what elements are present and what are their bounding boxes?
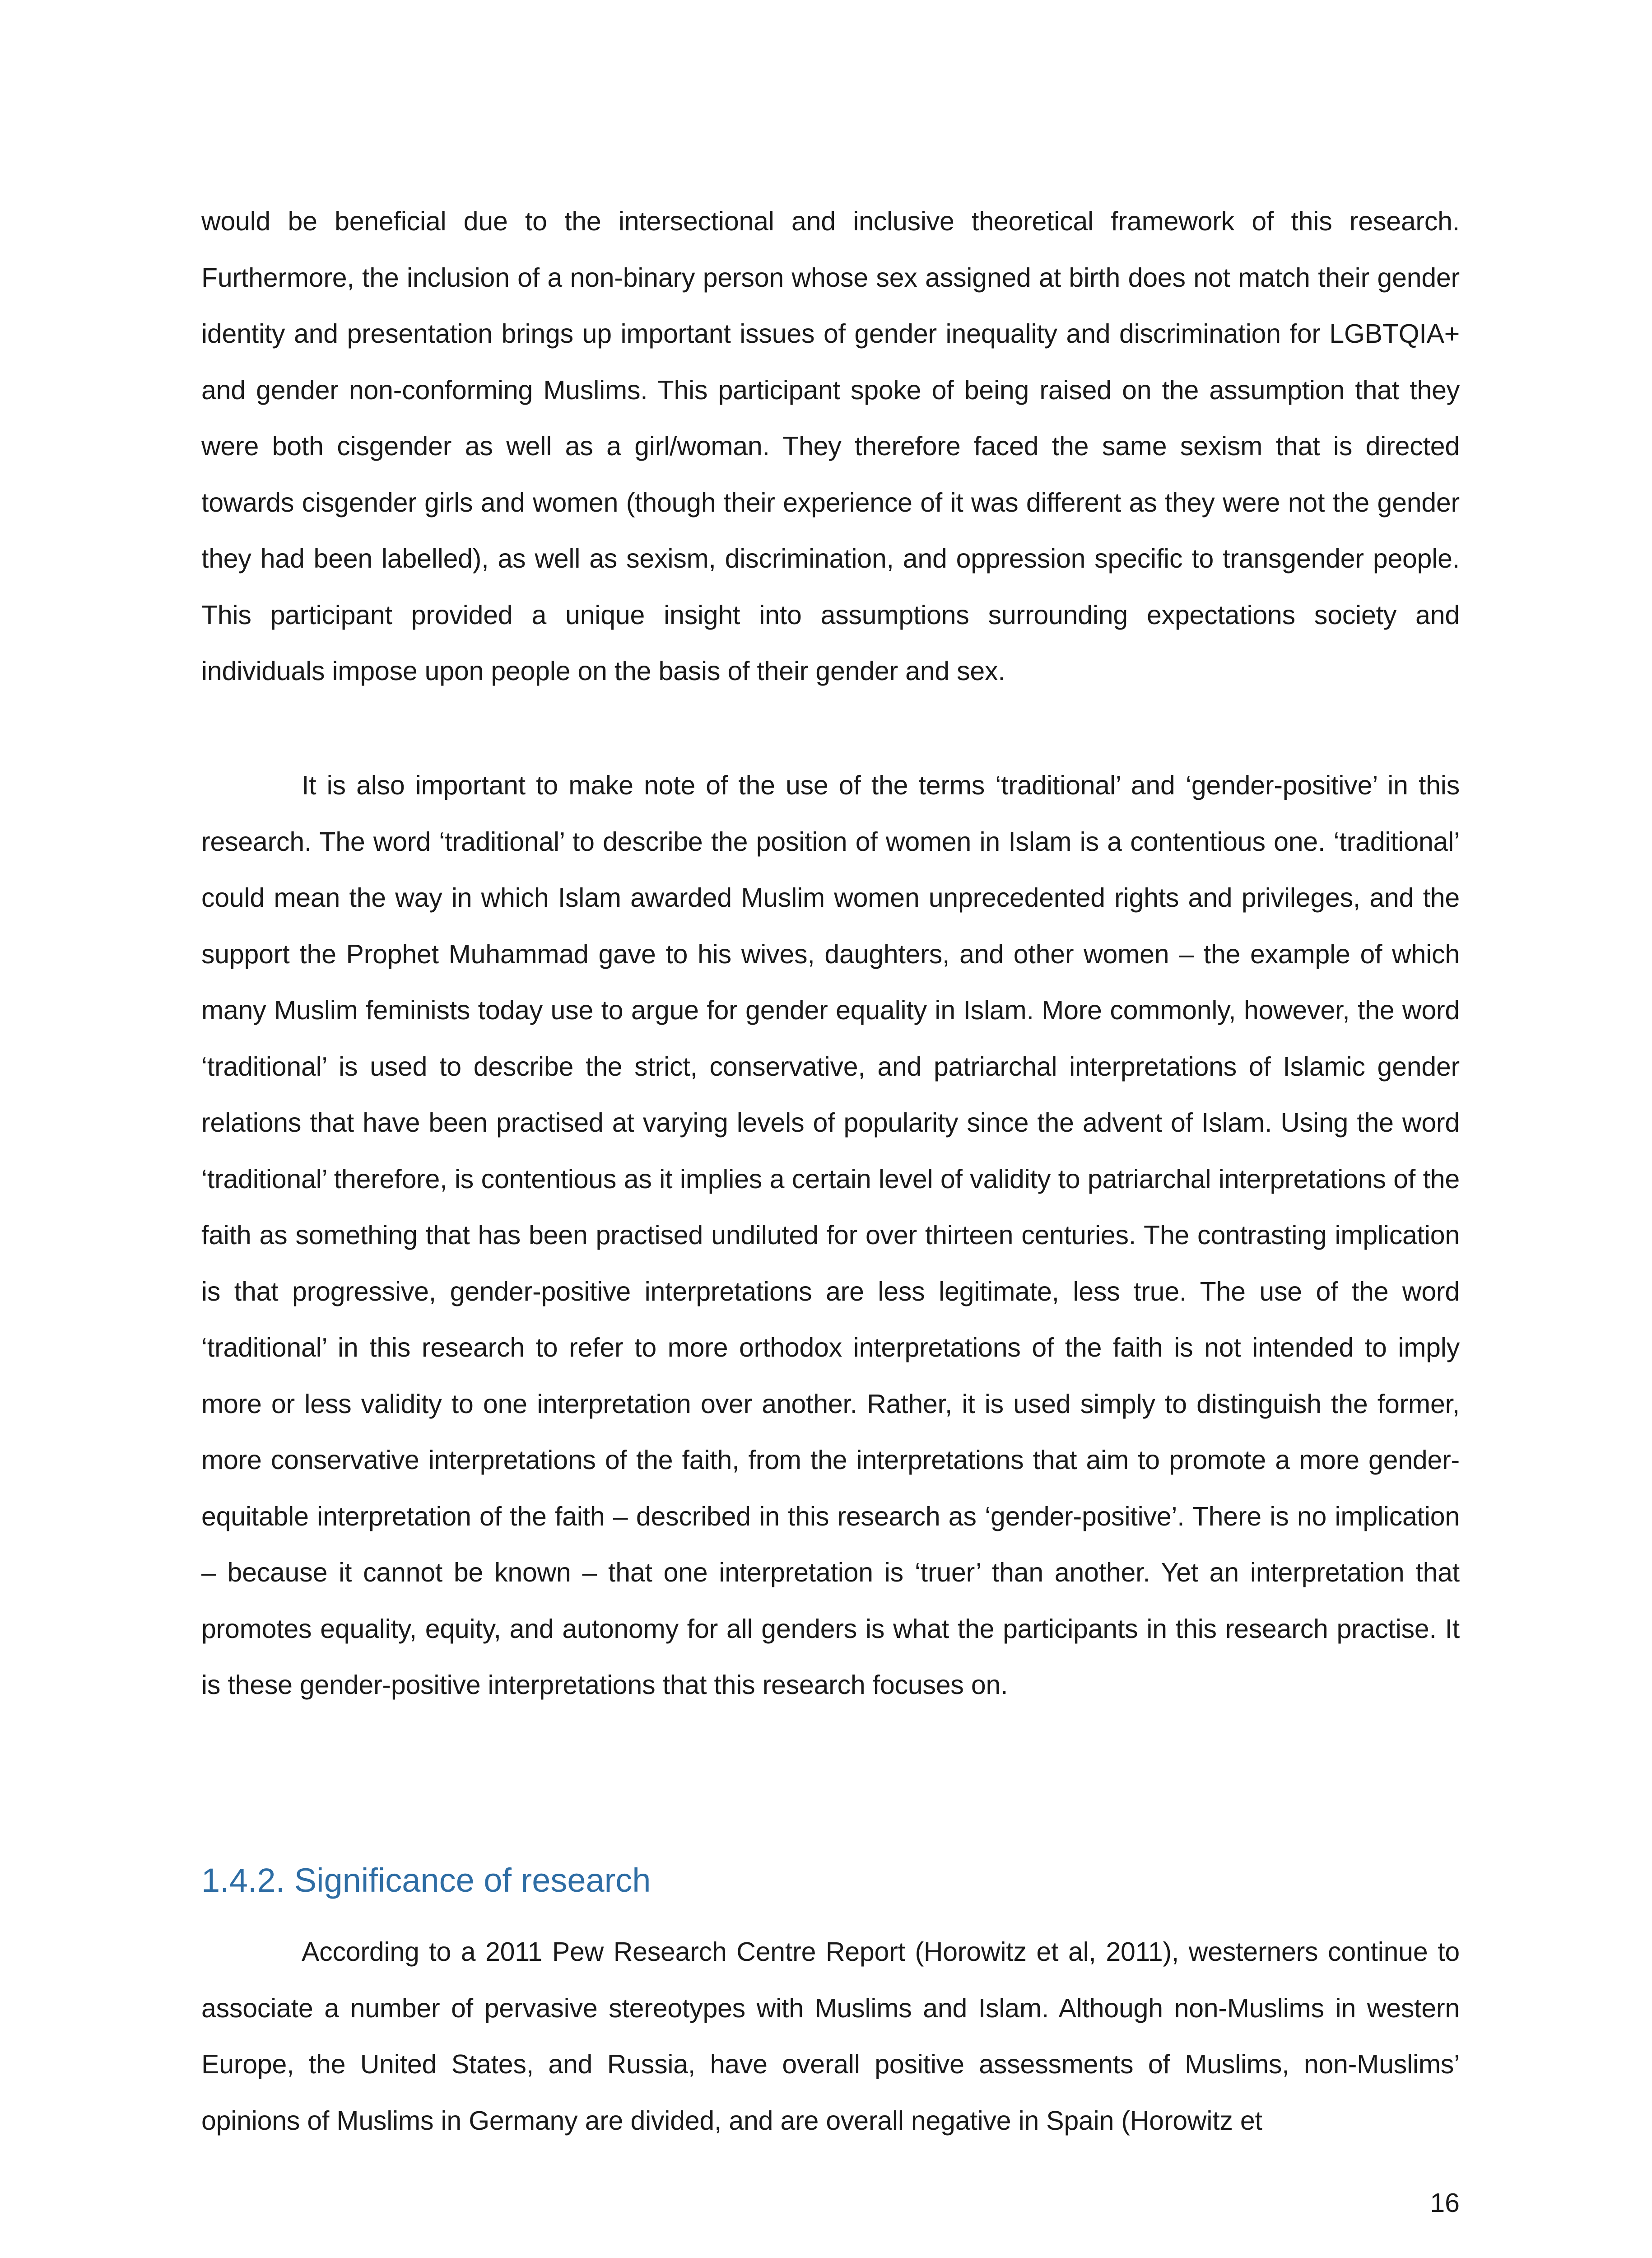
- body-paragraph-terminology: It is also important to make note of the use of the terms ‘traditional’ and ‘gender-positive’ in this research. The word ‘traditional’ to describe the position of women in Islam is a contentious one. ‘traditional’ could mean the way in which Islam awarded Muslim women unprecedented rights and privileges, and the support the Prophet Muhammad gave to his wives, daughters, and other women – the example of which many Muslim feminists today use to argue for gender equality in Islam. More commonly, however, the word ‘traditional’ is used to describe the strict, conservative, and patriarchal interpretations of Islamic gender relations that have been practised at varying levels of popularity since the advent of Islam. Using the word ‘traditional’ therefore, is contentious as it implies a certain level of validity to patriarchal interpretations of the faith as something that has been practised undiluted for over thirteen centuries. The contrasting implication is that progressive, gender-positive interpretations are less legitimate, less true. The use of the word ‘traditional’ in this research to refer to more orthodox interpretations of the faith is not intended to imply more or less validity to one interpretation over another. Rather, it is used simply to distinguish the former, more conservative interpretations of the faith, from the interpretations that aim to promote a more gender-equitable interpretation of the faith – described in this research as ‘gender-positive’. There is no implication – because it cannot be known – that one interpretation is ‘truer’ than another. Yet an interpretation that promotes equality, equity, and autonomy for all genders is what the participants in this research practise. It is these gender-positive interpretations that this research focuses on.: [201, 770, 1460, 1700]
- body-paragraph-continuation: would be beneficial due to the intersectional and inclusive theoretical framework of this research. Furthermore, the inclusion of a non-binary person whose sex assigned at birth does not match their gender identity and presentation brings up important issues of gender inequality and discrimination for LGBTQIA+ and gender non-conforming Muslims. This participant spoke of being raised on the assumption that they were both cisgender as well as a girl/woman. They therefore faced the same sexism that is directed towards cisgender girls and women (though their experience of it was different as they were not the gender they had been labelled), as well as sexism, discrimination, and oppression specific to transgender people. This participant provided a unique insight into assumptions surrounding expectations society and individuals impose upon people on the basis of their gender and sex.: [201, 206, 1460, 686]
- body-paragraph-significance: According to a 2011 Pew Research Centre Report (Horowitz et al, 2011), westerners continue to associate a number of pervasive stereotypes with Muslims and Islam. Although non-Muslims in western Europe, the United States, and Russia, have overall positive assessments of Muslims, non-Muslims’ opinions of Muslims in Germany are divided, and are overall negative in Spain (Horowitz et: [201, 1937, 1460, 2136]
- page-number: 16: [1430, 2188, 1460, 2218]
- section-heading: 1.4.2. Significance of research: [201, 1861, 651, 1899]
